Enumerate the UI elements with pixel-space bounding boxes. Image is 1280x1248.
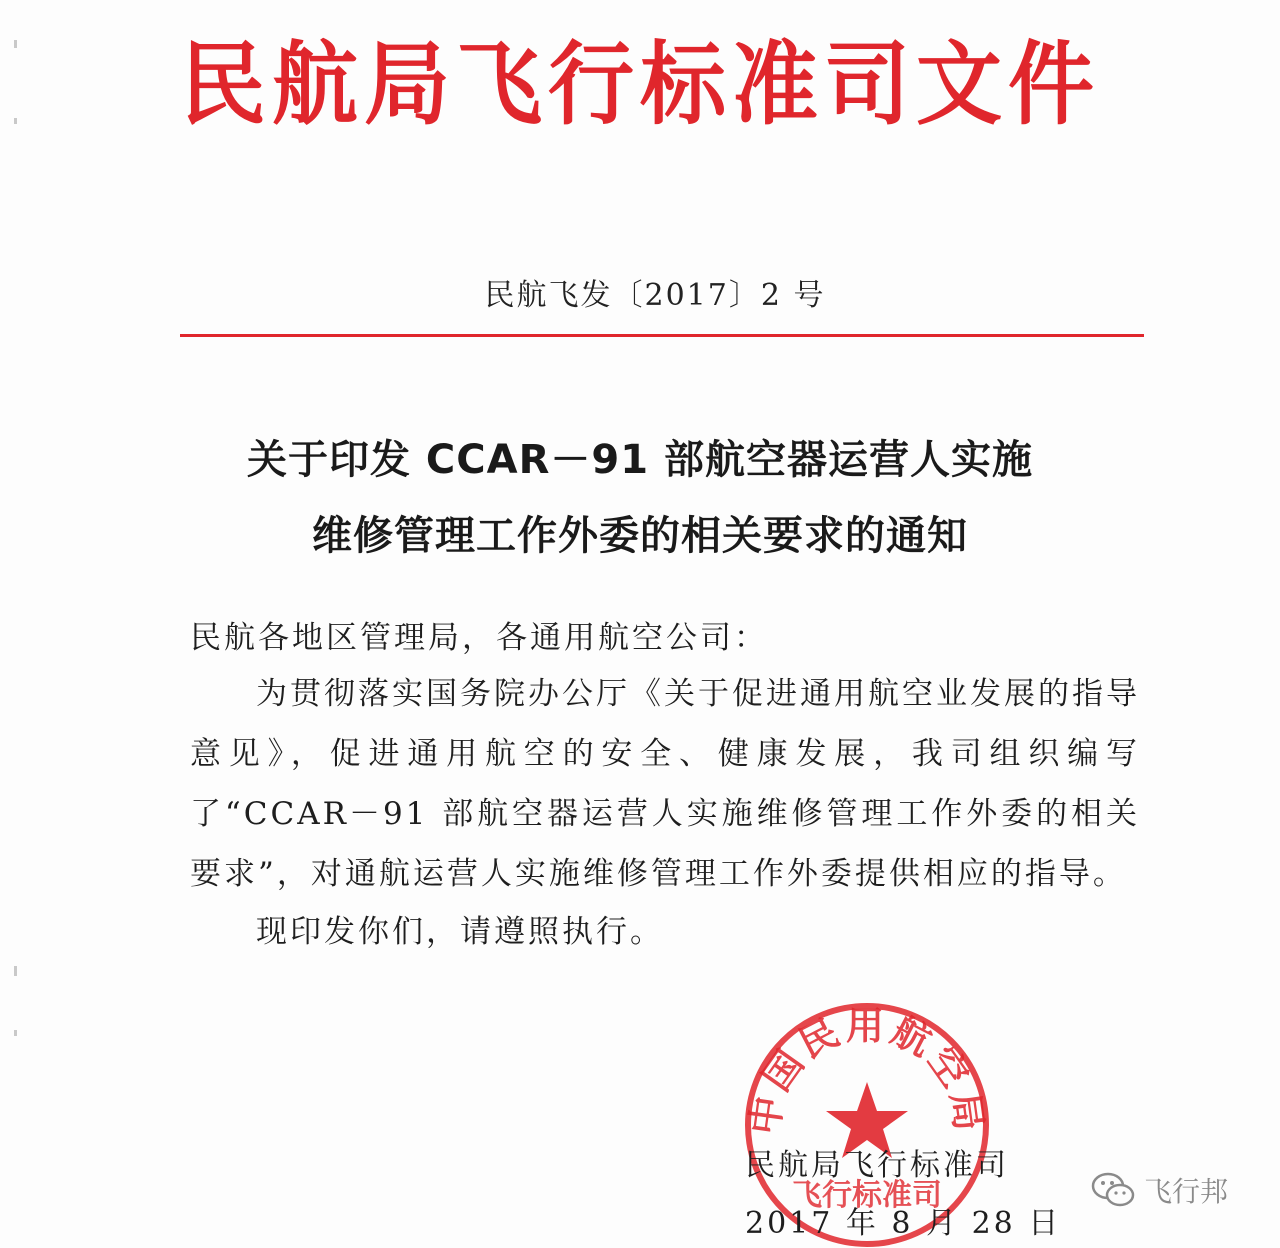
body-paragraph-2: 现印发你们，请遵照执行。 (256, 914, 664, 950)
document-number: 民航飞发〔2017〕2 号 (484, 278, 826, 313)
document-title-line-2: 维修管理工作外委的相关要求的通知 (312, 513, 968, 559)
signing-date: 2017 年 8 月 28 日 (745, 1206, 1062, 1241)
signing-authority: 民航局飞行标准司 (745, 1148, 1009, 1183)
issuer-header: 民航局飞行标准司文件 (180, 32, 1100, 138)
watermark-label: 飞行邦 (1144, 1175, 1229, 1208)
red-divider (180, 334, 1144, 337)
salutation: 民航各地区管理局，各通用航空公司： (190, 620, 768, 656)
scan-speck (14, 966, 17, 976)
scan-speck (14, 1030, 17, 1036)
watermark (1090, 1170, 1228, 1210)
wechat-icon (1090, 1171, 1136, 1209)
seal-inner-text: 飞行标准司 (792, 1178, 942, 1213)
body-paragraph-1: 为贯彻落实国务院办公厅《关于促进通用航空业发展的指导意见》，促进通用航空的安全、健康发展，我司组织编写了“CCAR－91 部航空器运营人实施维修管理工作外委的相关要求”，对通航运营人实施维修管理工作外委提供相应的指导。 (190, 676, 1140, 892)
seal-outer-text: 中国民用航空局 (742, 1004, 992, 1138)
document-title-line-1: 关于印发 CCAR－91 部航空器运营人实施 (247, 437, 1033, 483)
